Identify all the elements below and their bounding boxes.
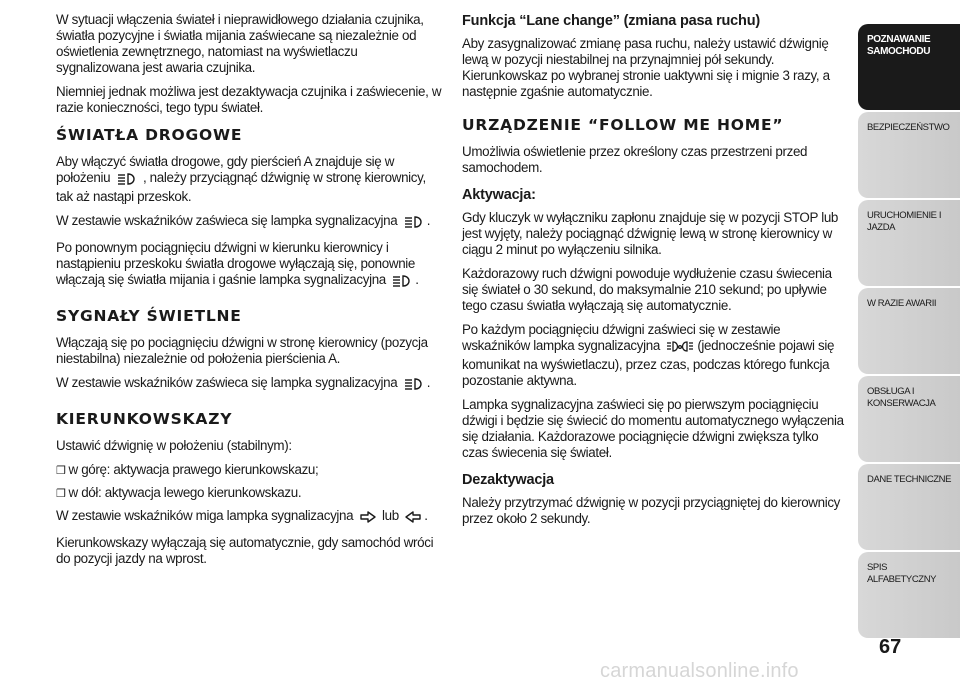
- paragraph: W zestawie wskaźników zaświeca się lampka sygnalizacyjna .: [56, 375, 444, 394]
- right-column: [462, 12, 846, 535]
- paragraph: Gdy kluczyk w wyłączniku zapłonu znajduje się w pozycji STOP lub jest wyjęty, należy pociągnąć dźwignię lewą w stronę kierownicy w ciągu 2 minut po wyłączeniu silnika.: [462, 210, 839, 257]
- subheading-lane-change: Funkcja “Lane change” (zmiana pasa ruchu): [462, 13, 760, 29]
- paragraph: W zestawie wskaźników miga lampka sygnalizacyjna lub .: [56, 508, 444, 527]
- tab-w-razie-awarii[interactable]: W RAZIE AWARII: [858, 288, 960, 374]
- left-column: [56, 12, 444, 575]
- paragraph: Aby włączyć światła drogowe, gdy pierścień A znajduje się w położeniu , należy przyciągnąć dźwignię w stronę kierownicy, tak aż nastąpi przeskok.: [56, 154, 426, 204]
- paragraph: Po ponownym pociągnięciu dźwigni w kierunku kierownicy i nastąpieniu przeskoku światła drogowe wyłączają się, ponownie włączają się światła mijania i gaśnie lampka sygnalizacyjna .: [56, 240, 444, 291]
- watermark: carmanualsonline.info: [600, 660, 799, 682]
- subheading-deactivation: Dezaktywacja: [462, 472, 554, 488]
- paragraph: W sytuacji włączenia świateł i nieprawidłowego działania czujnika, światła pozycyjne i światła mijania zaświecane są niezależnie od oświetlenia zewnętrznego, natomiast na wyświetlaczu sygnalizowana jest awaria czujnika.: [56, 12, 424, 75]
- tab-bezpieczenstwo[interactable]: BEZPIECZEŃSTWO: [858, 112, 960, 198]
- tab-poznawanie-samochodu[interactable]: POZNAWANIE SAMOCHODU: [858, 24, 960, 110]
- tab-spis-alfabetyczny[interactable]: SPIS ALFABETYCZNY: [858, 552, 960, 638]
- section-heading-high-beam: ŚWIATŁA DROGOWE: [56, 126, 243, 144]
- list-item: ❒ w dół: aktywacja lewego kierunkowskazu.: [56, 485, 302, 500]
- high-beam-icon: [404, 216, 424, 232]
- turn-right-arrow-icon: [360, 511, 376, 527]
- high-beam-icon: [404, 378, 424, 394]
- bullet-marker-icon: ❒: [56, 488, 66, 500]
- follow-me-home-icon: [666, 341, 694, 357]
- paragraph: Umożliwia oświetlenie przez określony czas przestrzeni przed samochodem.: [462, 144, 808, 175]
- paragraph: Należy przytrzymać dźwignię w pozycji przyciągniętej do kierownicy przez około 2 sekundy.: [462, 495, 841, 526]
- tab-obsluga-konserwacja[interactable]: OBSŁUGA I KONSERWACJA: [858, 376, 960, 462]
- chapter-tabs: [858, 24, 960, 640]
- bullet-marker-icon: ❒: [56, 465, 66, 477]
- paragraph: Każdorazowy ruch dźwigni powoduje wydłużenie czasu świecenia się świateł o 30 sekund, do maksymalnie 210 sekund; po upływie tego czasu światła wyłączają się automatycznie.: [462, 266, 832, 313]
- paragraph: Włączają się po pociągnięciu dźwigni w stronę kierownicy (pozycja niestabilna) niezależnie od położenia pierścienia A.: [56, 335, 428, 366]
- paragraph: Ustawić dźwignię w położeniu (stabilnym):: [56, 438, 292, 453]
- turn-left-arrow-icon: [405, 511, 421, 527]
- paragraph: Po każdym pociągnięciu dźwigni zaświeci się w zestawie wskaźników lampka sygnalizacyjna (jednocześnie pojawi się komunikat na wyświetlaczu), przez czas, podczas którego funkcja pozostanie aktywna.: [462, 322, 835, 388]
- paragraph: Kierunkowskazy wyłączają się automatycznie, gdy samochód wróci do pozycji jazdy na wprost.: [56, 535, 434, 566]
- list-item: ❒ w górę: aktywacja prawego kierunkowskazu;: [56, 462, 319, 477]
- section-heading-indicators: KIERUNKOWSKAZY: [56, 410, 233, 428]
- tab-dane-techniczne[interactable]: DANE TECHNICZNE: [858, 464, 960, 550]
- paragraph: Niemniej jednak możliwa jest dezaktywacja czujnika i zaświecenie, w razie konieczności, tego typu świateł.: [56, 84, 442, 115]
- tab-uruchomienie-jazda[interactable]: URUCHOMIENIE I JAZDA: [858, 200, 960, 286]
- section-heading-flash: SYGNAŁY ŚWIETLNE: [56, 307, 242, 325]
- high-beam-icon: [117, 173, 137, 189]
- paragraph: Aby zasygnalizować zmianę pasa ruchu, należy ustawić dźwignię lewą w pozycji niestabilnej na przynajmniej pół sekundy. Kierunkowskaz po wybranej stronie uaktywni się i mignie 3 razy, a następnie zgaśnie automatycznie.: [462, 36, 830, 99]
- section-heading-follow-me-home: URZĄDZENIE “FOLLOW ME HOME”: [462, 116, 784, 134]
- high-beam-icon: [392, 275, 412, 291]
- page-number: 67: [879, 636, 902, 658]
- subheading-activation: Aktywacja:: [462, 187, 536, 203]
- paragraph: Lampka sygnalizacyjna zaświeci się po pierwszym pociągnięciu dźwigi i będzie się świecić do momentu automatycznego wyłączenia się działania. Każdorazowe pociągnięcie dźwigni zwiększa tylko czas świecenia się świateł.: [462, 397, 844, 460]
- paragraph: W zestawie wskaźników zaświeca się lampka sygnalizacyjna .: [56, 213, 444, 232]
